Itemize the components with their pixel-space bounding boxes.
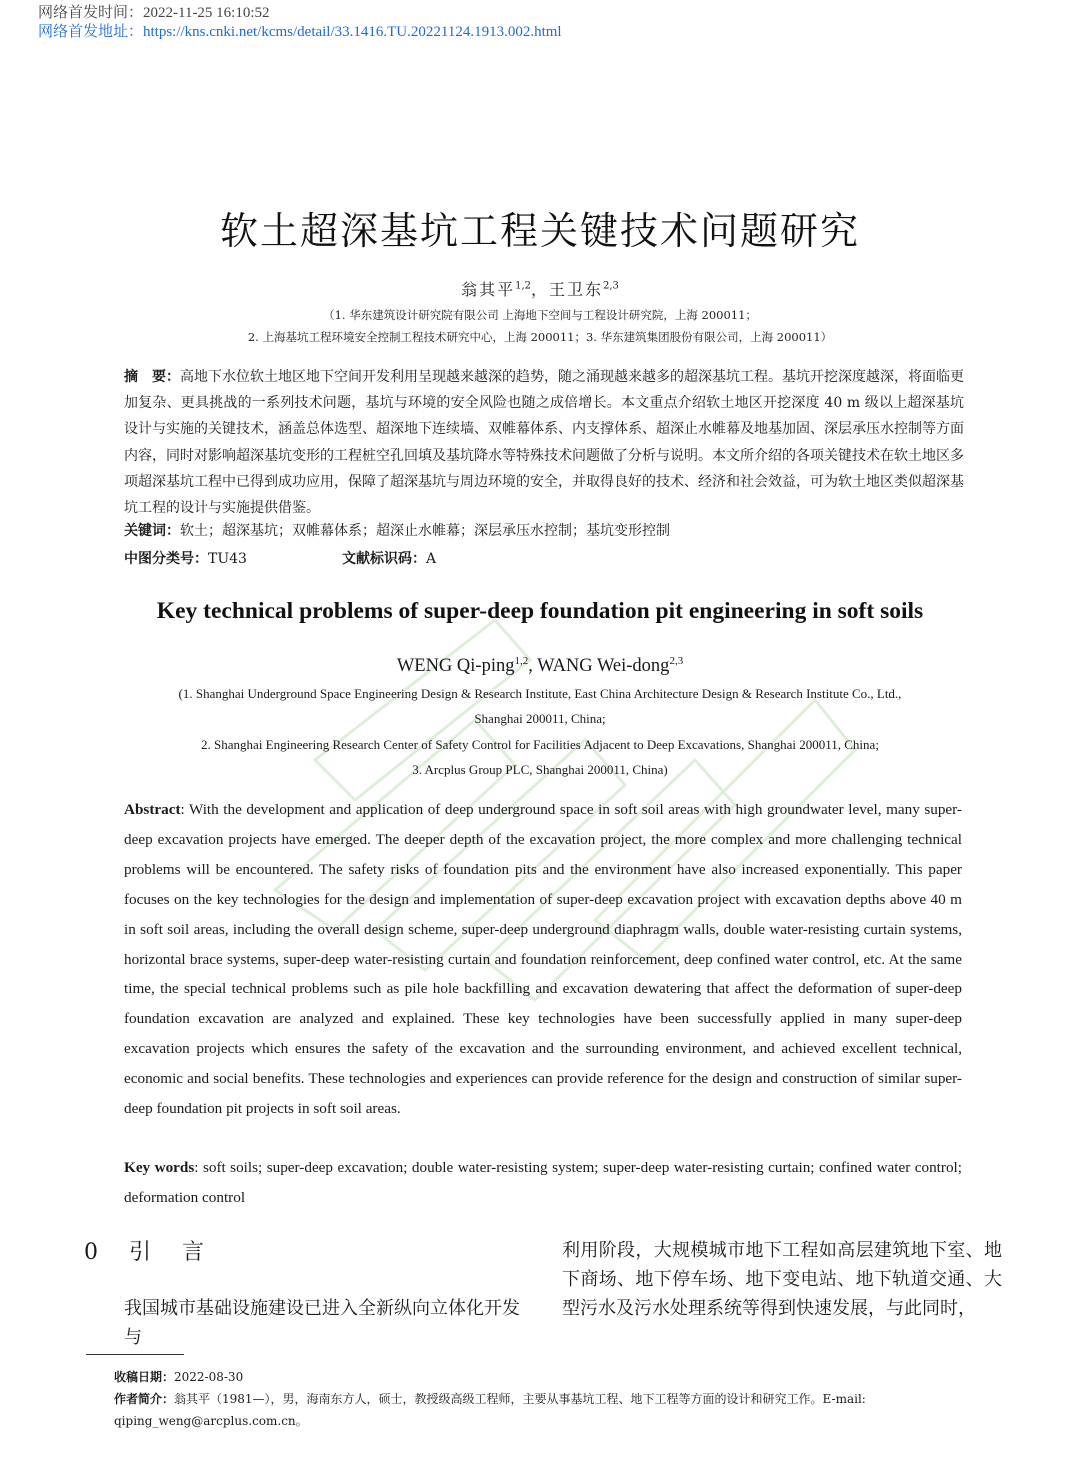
author-1-affil-en: 1,2 — [514, 655, 529, 667]
keywords-en-text: : soft soils; super-deep excavation; double water-resisting system; super-deep water-resisting curtain; confined water control; deformation control — [124, 1159, 962, 1206]
author-separator-en: , — [528, 656, 538, 677]
author-2-affil-en: 2,3 — [669, 655, 684, 667]
author-1-affil: 1,2 — [515, 280, 531, 292]
paper-title-en: Key technical problems of super-deep foundation pit engineering in soft soils — [156, 598, 924, 624]
keywords-en-label: Key words — [124, 1159, 195, 1176]
author-2-affil: 2,3 — [603, 280, 619, 292]
doc-code-value: A — [426, 551, 437, 567]
bio-label: 作者简介： — [114, 1392, 175, 1406]
author-2-name: 王卫东 — [549, 280, 604, 299]
first-published-url[interactable]: 网络首发地址：https://kns.cnki.net/kcms/detail/33.1416.TU.20221124.1913.002.html — [38, 24, 562, 40]
document-code — [342, 548, 436, 568]
affiliation-cn-line-1: （1. 华东建筑设计研究院有限公司 上海地下空间与工程设计研究院，上海 200011； — [323, 308, 757, 322]
affiliation-en-line-4: 3. Arcplus Group PLC, Shanghai 200011, China) — [412, 762, 668, 777]
keywords-cn-text: 软土；超深基坑；双帷幕体系；超深止水帷幕；深层承压水控制；基坑变形控制 — [180, 523, 670, 539]
clc-number — [124, 548, 247, 568]
keywords-cn-label: 关键词： — [124, 523, 180, 539]
first-published-time: 网络首发时间：2022-11-25 16:10:52 — [38, 5, 270, 21]
doc-code-label: 文献标识码： — [342, 551, 426, 567]
author-2-name-en: WANG Wei-dong — [537, 656, 670, 677]
clc-label: 中图分类号： — [124, 551, 208, 567]
authors-cn — [0, 277, 1080, 300]
affiliation-en-line-1: (1. Shanghai Underground Space Engineering Design & Research Institute, East China Architecture Design & Research Institute Co., Ltd., — [178, 686, 902, 701]
abstract-cn-text: 高地下水位软土地区地下空间开发利用呈现越来越深的趋势，随之涌现越来越多的超深基坑工程。基坑开挖深度越深，将面临更加复杂、更具挑战的一系列技术问题，基坑与环境的安全风险也随之成倍增长。本文重点介绍软土地区开挖深度 40 m 级以上超深基坑设计与实施的关键技术，涵盖总体选型、超深地下连续墙、双帷幕体系、内支撑体系、超深止水帷幕及地基加固、深层承压水控制等方面内容，同时对影响超深基坑变形的工程桩空孔回填及基坑降水等特殊技术问题做了分析与说明。本文所介绍的各项关键技术在软土地区多项超深基坑工程中已得到成功应用，保障了超深基坑与周边环境的安全，并取得良好的技术、经济和社会效益，可为软土地区类似超深基坑工程的设计与实施提供借鉴。 — [124, 369, 964, 517]
footnote-divider — [86, 1354, 184, 1355]
footnote-author-bio — [114, 1388, 1004, 1432]
publication-meta — [38, 4, 562, 42]
abstract-en-label: Abstract — [124, 801, 181, 818]
section-heading: 0 引 言 — [84, 1240, 216, 1265]
keywords-en — [124, 1153, 962, 1213]
received-date: 2022-08-30 — [174, 1370, 244, 1384]
received-label: 收稿日期： — [114, 1370, 175, 1384]
author-1-name: 翁其平 — [461, 280, 516, 299]
affiliation-cn-line-2: 2. 上海基坑工程环境安全控制工程技术研究中心，上海 200011；3. 华东建筑集团股份有限公司，上海 200011） — [247, 330, 833, 344]
clc-value: TU43 — [208, 551, 247, 567]
affiliation-en-line-3: 2. Shanghai Engineering Research Center of Safety Control for Facilities Adjacent to Deep Excavations, Shanghai 200011, China; — [201, 737, 879, 752]
abstract-cn-label: 摘 要： — [124, 369, 180, 385]
authors-en — [0, 655, 1080, 677]
author-1-name-en: WENG Qi-ping — [396, 656, 515, 677]
body-paragraph-right: 利用阶段，大规模城市地下工程如高层建筑地下室、地下商场、地下停车场、地下变电站、地下轨道交通、大型污水及污水处理系统等得到快速发展，与此同时， — [562, 1240, 1002, 1319]
abstract-cn — [124, 364, 964, 521]
body-paragraph-left: 我国城市基础设施建设已进入全新纵向立体化开发与 — [124, 1298, 520, 1348]
affiliation-en-line-2: Shanghai 200011, China; — [474, 711, 606, 726]
keywords-cn — [124, 520, 964, 540]
footnote-received — [114, 1366, 1004, 1388]
paper-title-cn: 软土超深基坑工程关键技术问题研究 — [219, 209, 860, 253]
bio-text: 翁其平（1981—），男，海南东方人，硕士，教授级高级工程师，主要从事基坑工程、地下工程等方面的设计和研究工作。E-mail: qiping_weng@arcplus.com.cn。 — [114, 1392, 866, 1428]
abstract-en-text: : With the development and application of deep underground space in soft soil areas with high groundwater level, many super-deep excavation projects have emerged. The deeper depth of the excavation project, the more complex and more challenging technical problems will be encountered. The safety risks of foundation pits and the environment have also increased exponentially. This paper focuses on the key technologies for the design and implementation of super-deep excavation project with excavation depths above 40 m in soft soil areas, including the overall design scheme, super-deep underground diaphragm walls, double water-resisting curtain systems, horizontal brace systems, super-deep water-resisting curtain and foundation reinforcement, deep confined water control, etc. At the same time, the special technical problems such as pile hole backfilling and excavation dewatering that affect the deformation of super-deep foundation excavation are analyzed and explained. These key technologies have been successfully applied in many super-deep excavation projects which ensures the safety of the excavation and the surrounding environment, and achieved excellent technical, economic and social benefits. These technologies and experiences can provide reference for the design and construction of similar super-deep foundation pit projects in soft soil areas. — [124, 801, 962, 1118]
abstract-en — [124, 795, 962, 1124]
author-separator: ， — [530, 280, 549, 299]
